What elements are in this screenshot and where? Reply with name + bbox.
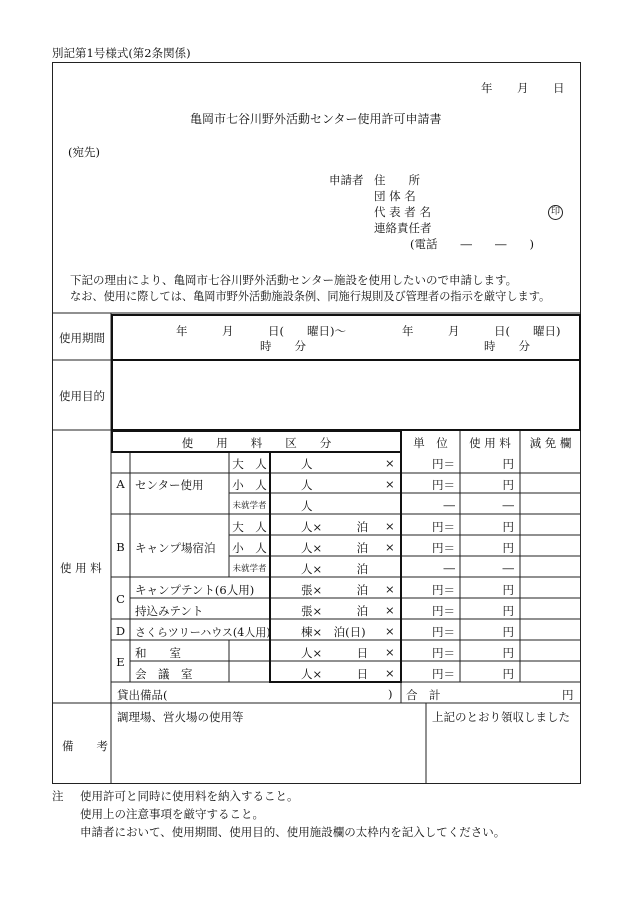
row-x-7: × xyxy=(385,582,395,596)
group-name-a: センター使用 xyxy=(135,478,204,492)
period-from-date[interactable]: 年 月 日( 曜日)～ xyxy=(176,324,346,338)
row-calc-1[interactable]: 人 xyxy=(301,457,313,471)
row-name-camp-tent: キャンプテント(6人用) xyxy=(135,583,255,597)
row-fee-11: 円 xyxy=(502,667,514,681)
row-calc-2[interactable]: 人 xyxy=(301,478,313,492)
date-year: 年 xyxy=(481,81,493,95)
row-fee-10: 円 xyxy=(502,646,514,660)
row-calc-3[interactable]: 人 xyxy=(301,499,313,513)
row-fee-3: ― xyxy=(502,498,514,512)
row-calc-5[interactable]: 人× 泊 xyxy=(301,541,369,555)
period-label: 使用期間 xyxy=(59,331,105,345)
row-fee-5: 円 xyxy=(502,541,514,555)
seal-mark: 印 xyxy=(548,203,563,220)
row-sub-b-adult: 大 人 xyxy=(232,520,267,534)
intro-line-2: なお、使用に際しては、亀岡市野外活動施設条例、同施行規則及び管理者の指示を厳守します。 xyxy=(70,290,551,303)
row-x-5: × xyxy=(385,540,395,554)
row-x-11: × xyxy=(385,666,395,680)
purpose-label: 使用目的 xyxy=(59,389,105,403)
purpose-field[interactable] xyxy=(113,362,579,428)
form-code: 別記第1号様式(第2条関係) xyxy=(52,46,191,60)
row-calc-11[interactable]: 人× 日 xyxy=(301,667,369,681)
row-fee-1: 円 xyxy=(502,457,514,471)
row-unit-10: 円＝ xyxy=(432,646,455,660)
row-x-8: × xyxy=(385,603,395,617)
row-name-meeting-room: 会 議 室 xyxy=(135,667,193,681)
group-letter-d: D xyxy=(115,624,126,638)
group-letter-e: E xyxy=(116,655,125,669)
total-label: 合 計 xyxy=(406,688,441,702)
fee-exempt-header: 減 免 欄 xyxy=(529,436,572,450)
group-letter-c: C xyxy=(116,592,125,606)
row-fee-9: 円 xyxy=(502,625,514,639)
applicant-label: 申請者 xyxy=(329,173,364,187)
period-from-time[interactable]: 時 分 xyxy=(260,339,306,353)
row-fee-6: ― xyxy=(502,561,514,575)
row-unit-1: 円＝ xyxy=(432,457,455,471)
applicant-contact-label: 連絡責任者 xyxy=(374,221,432,235)
row-unit-7: 円＝ xyxy=(432,583,455,597)
applicant-rep-label: 代 表 者 名 xyxy=(374,205,431,219)
row-name-own-tent: 持込みテント xyxy=(135,604,204,618)
fees-label: 使 用 料 xyxy=(60,561,102,575)
intro-line-1: 下記の理由により、亀岡市七谷川野外活動センター施設を使用したいので申請します。 xyxy=(70,273,518,287)
row-x-9: × xyxy=(385,624,395,638)
note-line-2: 使用上の注意事項を厳守すること。 xyxy=(80,807,264,821)
row-x-10: × xyxy=(385,645,395,659)
notes-prefix: 注 xyxy=(52,789,64,803)
page-title: 亀岡市七谷川野外活動センター使用許可申請書 xyxy=(190,112,442,126)
row-fee-4: 円 xyxy=(502,520,514,534)
row-name-treehouse: さくらツリーハウス(4人用) xyxy=(135,626,271,639)
total-unit: 円 xyxy=(562,688,574,702)
row-unit-11: 円＝ xyxy=(432,667,455,681)
row-calc-9[interactable]: 棟× 泊(日) xyxy=(301,625,366,639)
row-unit-2: 円＝ xyxy=(432,478,455,492)
fee-category-header: 使 用 料 区 分 xyxy=(181,436,332,450)
rental-label: 貸出備品( xyxy=(117,688,168,702)
applicant-phone: (電話 ― ― ) xyxy=(410,237,534,251)
row-unit-6: ― xyxy=(443,561,455,575)
applicant-group-label: 団 体 名 xyxy=(374,189,416,203)
row-calc-7[interactable]: 張× 泊 xyxy=(301,583,369,597)
receipt-text: 上記のとおり領収しました xyxy=(432,710,570,724)
row-x-2: × xyxy=(385,477,395,491)
row-fee-8: 円 xyxy=(502,604,514,618)
group-letter-a: A xyxy=(116,477,125,491)
date-day: 日 xyxy=(553,81,565,95)
remarks-content: 調理場、営火場の使用等 xyxy=(117,710,244,724)
fee-unit-header: 単 位 xyxy=(413,436,448,450)
row-unit-5: 円＝ xyxy=(432,541,455,555)
row-calc-4[interactable]: 人× 泊 xyxy=(301,520,369,534)
row-sub-b-child: 小 人 xyxy=(232,541,267,555)
row-fee-7: 円 xyxy=(502,583,514,597)
row-sub-b-preschool: 未就学者 xyxy=(232,564,267,574)
addressee: (宛先) xyxy=(68,145,100,159)
row-unit-8: 円＝ xyxy=(432,604,455,618)
note-line-1: 使用許可と同時に使用料を納入すること。 xyxy=(80,789,299,803)
group-letter-b: B xyxy=(116,540,125,554)
row-unit-3: ― xyxy=(443,498,455,512)
row-unit-4: 円＝ xyxy=(432,520,455,534)
row-sub-a-preschool: 未就学者 xyxy=(232,501,267,511)
group-name-b: キャンプ場宿泊 xyxy=(135,541,216,555)
row-x-4: × xyxy=(385,519,395,533)
remarks-label: 備 考 xyxy=(62,739,108,753)
rental-close: ) xyxy=(388,687,393,701)
note-line-3: 申請者において、使用期間、使用目的、使用施設欄の太枠内を記入してください。 xyxy=(80,825,506,839)
period-to-time[interactable]: 時 分 xyxy=(484,339,530,353)
row-calc-10[interactable]: 人× 日 xyxy=(301,646,369,660)
period-to-date[interactable]: 年 月 日( 曜日) xyxy=(402,324,561,338)
row-sub-a-adult: 大 人 xyxy=(232,457,267,471)
applicant-address-label: 住 所 xyxy=(374,173,420,187)
row-unit-9: 円＝ xyxy=(432,625,455,639)
row-sub-a-child: 小 人 xyxy=(232,478,267,492)
row-x-1: × xyxy=(385,456,395,470)
date-month: 月 xyxy=(517,81,529,95)
row-name-japanese-room: 和 室 xyxy=(135,646,181,660)
row-calc-6[interactable]: 人× 泊 xyxy=(301,562,369,576)
row-calc-8[interactable]: 張× 泊 xyxy=(301,604,369,618)
row-fee-2: 円 xyxy=(502,478,514,492)
fee-amount-header: 使 用 料 xyxy=(469,436,511,450)
